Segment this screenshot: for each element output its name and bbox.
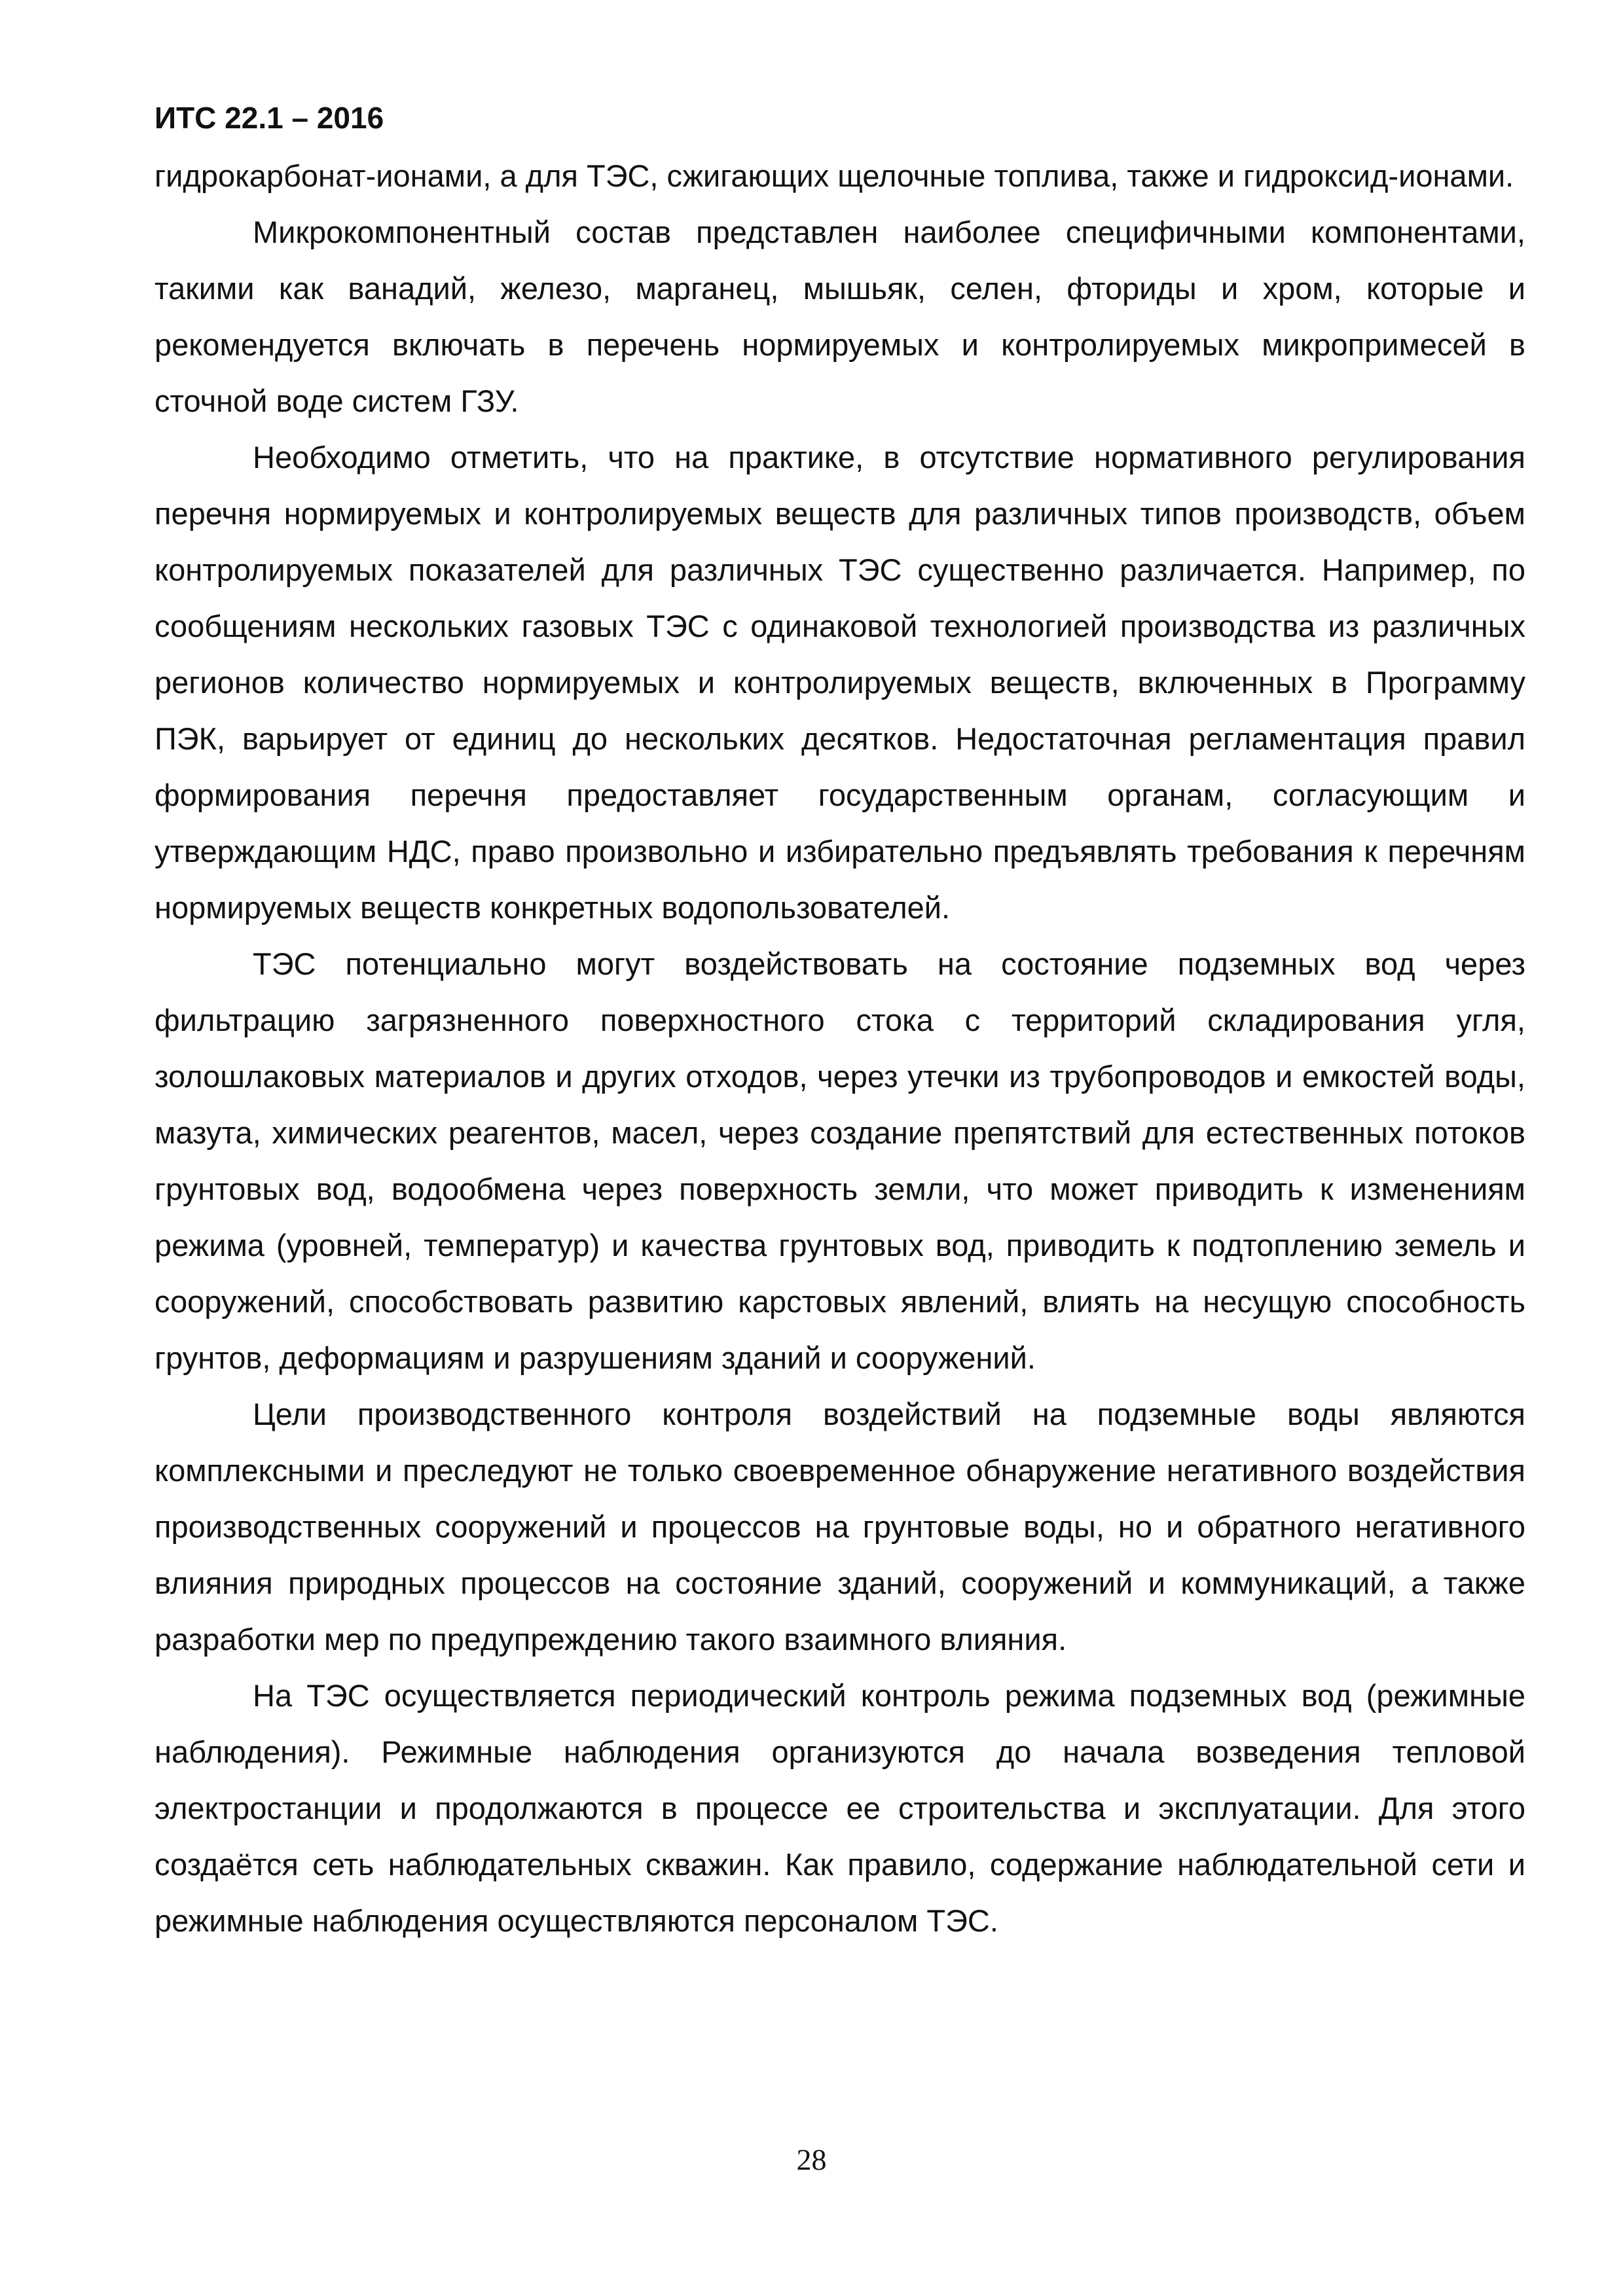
paragraph-groundwater-impact: ТЭС потенциально могут воздействовать на состояние подземных вод через фильтрацию загрязненного поверхностного стока с территорий складирования угля, золошлаковых материалов и других отходов, через утечки из трубопроводов и емкостей воды, мазута, химических реагентов, масел, через создание препятствий для естественных потоков грунтовых вод, водообмена через поверхность земли, что может приводить к изменениям режима (уровней, температур) и качества грунтовых вод, приводить к подтоплению земель и сооружений, способствовать развитию карстовых явлений, влиять на несущую способность грунтов, деформациям и разрушениям зданий и сооружений. [155,946,1525,1375]
paragraph-control-goals: Цели производственного контроля воздействий на подземные воды являются комплексными и преследуют не только своевременное обнаружение негативного воздействия производственных сооружений и процессов на грунтовые воды, но и обратного негативного влияния природных процессов на состояние зданий, сооружений и коммуникаций, а также разработки мер по предупреждению такого взаимного влияния. [155,1397,1525,1657]
document-header-id: ИТС 22.1 – 2016 [155,101,384,135]
document-body [155,148,1525,1949]
paragraph-regulation: Необходимо отметить, что на практике, в отсутствие нормативного регулирования перечня нормируемых и контролируемых веществ для различных типов производств, объем контролируемых показателей для различных ТЭС существенно различается. Например, по сообщениям нескольких газовых ТЭС с одинаковой технологией производства из различных регионов количество нормируемых и контролируемых веществ, включенных в Программу ПЭК, варьирует от единиц до нескольких десятков. Недостаточная регламентация правил формирования перечня предоставляет государственным органам, согласующим и утверждающим НДС, право произвольно и избирательно предъявлять требования к перечням нормируемых веществ конкретных водопользователей. [155,440,1525,925]
paragraph-microcomponents: Микрокомпонентный состав представлен наиболее специфичными компонентами, такими как ванадий, железо, марганец, мышьяк, селен, фториды и хром, которые и рекомендуется включать в перечень нормируемых и контролируемых микропримесей в сточной воде систем ГЗУ. [155,215,1525,418]
paragraph-continuation: гидрокарбонат-ионами, а для ТЭС, сжигающих щелочные топлива, также и гидроксид-ионами. [155,158,1514,193]
page-number: 28 [796,2143,827,2176]
paragraph-regime-observations: На ТЭС осуществляется периодический контроль режима подземных вод (режимные наблюдения). Режимные наблюдения организуются до начала возведения тепловой электростанции и продолжаются в процессе ее строительства и эксплуатации. Для этого создаётся сеть наблюдательных скважин. Как правило, содержание наблюдательной сети и режимные наблюдения осуществляются персоналом ТЭС. [155,1678,1525,1938]
